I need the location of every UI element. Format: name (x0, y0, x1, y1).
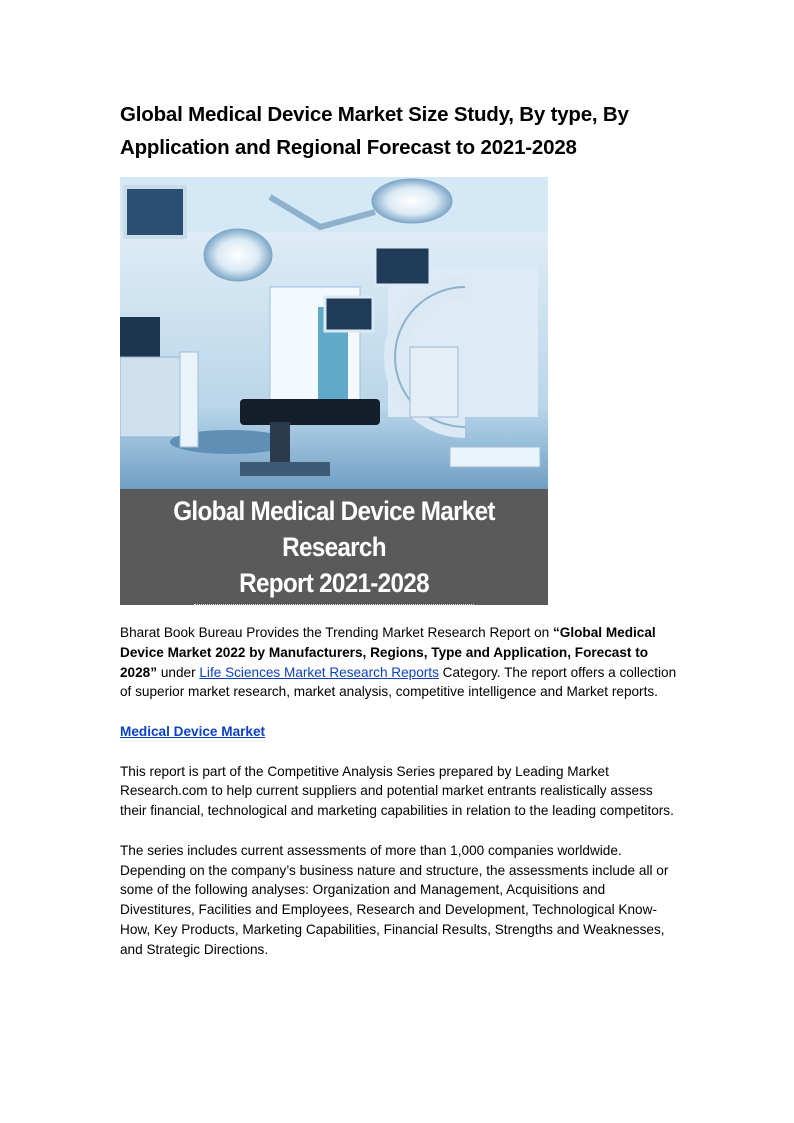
hero-image (120, 177, 548, 605)
competitive-analysis-paragraph: This report is part of the Competitive Analysis Series prepared by Leading Market Research.com to help current suppliers and potential market entrants realistically assess their financial, technological and marketing capabilities in relation to the leading competitors. (120, 763, 674, 819)
medical-device-market-link[interactable]: Medical Device Market (120, 723, 266, 739)
operating-room-illustration (120, 177, 548, 489)
image-banner (120, 489, 548, 605)
section-link-paragraph (120, 722, 680, 742)
body-text (120, 623, 680, 979)
report-title-bold: “Global Medical Device Market 2022 by Manufacturers, Regions, Type and Application, Forecast to 2028” (120, 625, 656, 680)
banner-line-1: Global Medical Device Market Research (173, 496, 495, 562)
page-title: Global Medical Device Market Size Study, By type, By Application and Regional Forecast to 2021-2028 (120, 103, 629, 159)
life-sciences-reports-link[interactable]: Life Sciences Market Research Reports (199, 664, 439, 680)
banner-line-2: Report 2021-2028 (239, 568, 429, 598)
intro-text-3: Category. The report offers a collection of superior market research, market analysis, competitive intelligence and Market reports. (120, 664, 677, 700)
document-page (120, 98, 680, 957)
intro-text-2: under (157, 664, 200, 680)
intro-text-1: Bharat Book Bureau Provides the Trending Market Research Report on (120, 625, 553, 640)
banner-divider (194, 604, 474, 605)
series-paragraph: The series includes current assessments of more than 1,000 companies worldwide. Depending on the company’s business nature and structure, the assessments include all or some of the following analyses: Organization and Management, Acquisitions and Divestitures, Facilities and Employees, Research and Development, Technological Know-How, Key Products, Marketing Capabilities, Financial Results, Strengths and Weaknesses, and Strategic Directions. (120, 842, 669, 957)
intro-paragraph (120, 623, 680, 702)
